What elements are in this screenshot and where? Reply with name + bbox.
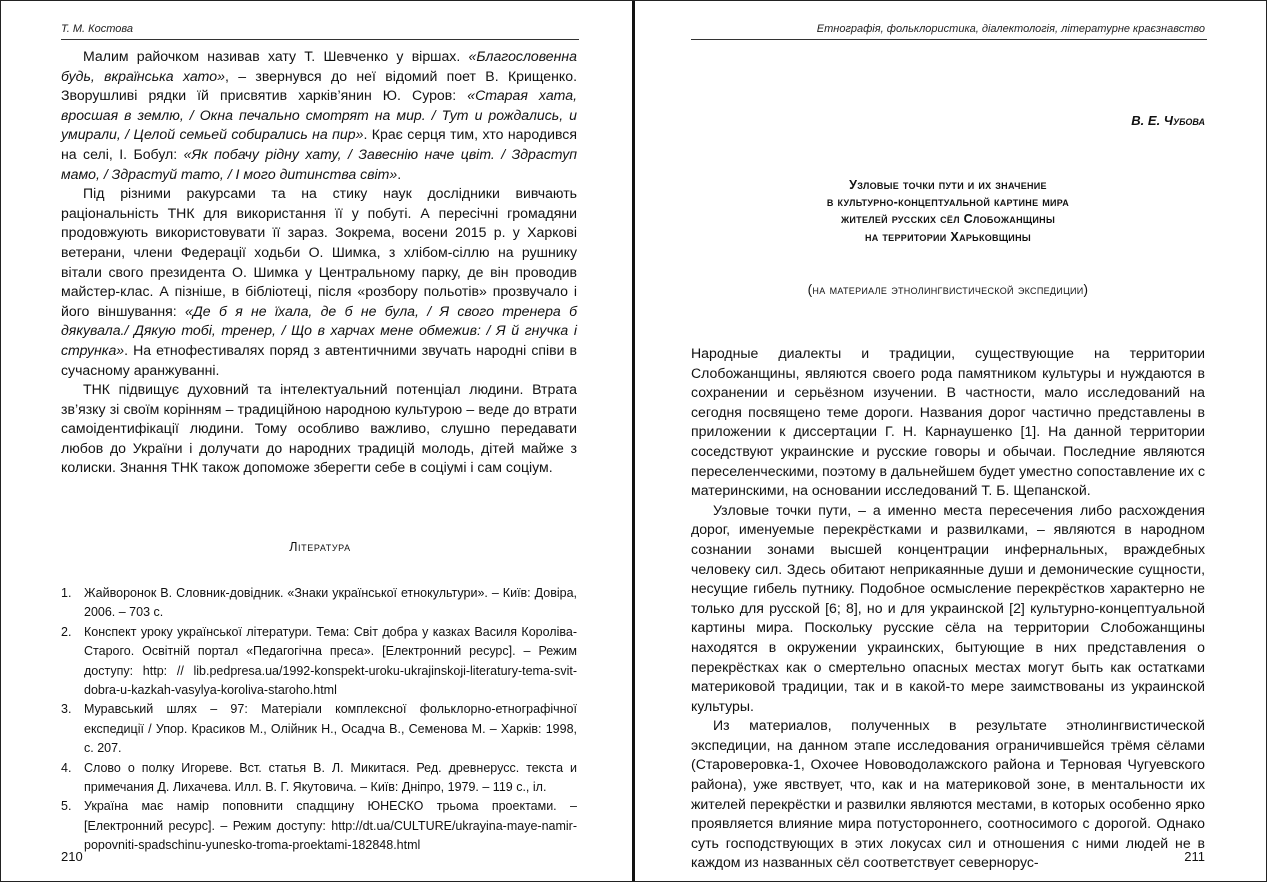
reference-item: 4. Слово о полку Игореве. Вст. статья В. Л. Микитася. Ред. древнерусс. текста и примечания Д. Лихачева. Илл. В. Г. Якутовича. – Київ: Дніпро, 1979. – 119 с., іл. [61, 760, 577, 795]
left-page [1, 1, 633, 881]
title-line: жителей русских сёл Слобожанщины [840, 212, 1056, 227]
page-number-right: 211 [1184, 849, 1205, 864]
reference-item: 5. Україна має намір поповнити спадщину ЮНЕСКО трьома проектами. – [Електронний ресурс]. – Режим доступу: http://dt.ua/CULTURE/ukrayina-maye-namir-popovniti-spadschinu-yunesko-troma-proektami-182848.html [61, 799, 577, 853]
title-line: в культурно-концептуальной картине мира [826, 195, 1070, 210]
paragraph: Из материалов, полученных в результате этнолингвистической экспедиции, на данном этапе исследования ограничившейся трёмя сёлами (Староверовка-1, Охочее Нововодолажского района и Терновая Чугуевского района), уже явствует, что, как и на материковой зоне, в ментальности их жителей перекрёстки и развилки являются местами, в которых особенно ярко проявляется влияние мира потустороннего, соотносимого с дорогой. Однако суть господствующих в этих локусах сил и отношения с ними людей не в каждом из названных сёл соответствует севернорус- [691, 717, 1205, 871]
references-list [61, 584, 577, 856]
paragraph: Узловые точки пути, – а именно места пересечения либо расхождения дорог, именуемые перекрёстками и развилками, – являются в народном сознании зонами высшей концентрации инфернальных, враждебных человеку сил. Здесь обитают неприкаянные души и демонические сущности, несущие гибель путнику. Подобное осмысление перекрёстков характерно не только для русской [6; 8], но и для украинской [2] культурно-концептуальной картины мира. Поскольку русские сёла на территории Слобожанщины находятся в окружении украинских, бытующие в них представления о перекрёстках как о смертельно опасных местах могут быть как остатками материковой традиции, так и в какой-то мере заимствованы из украинской культуры. [691, 501, 1205, 714]
right-body-text [691, 344, 1205, 873]
reference-item: 3. Муравський шлях – 97: Матеріали комплексної фольклорно-етнографічної експедиції / Упор. Красиков М., Олійник Н., Осадча В., Семенова М. – Харків: 1998, с. 207. [61, 702, 577, 756]
reference-item: 1. Жайворонок В. Словник-довідник. «Знаки української етнокультури». – Київ: Довіра, 2006. – 703 с. [61, 586, 577, 620]
paragraph: Під різними ракурсами та на стику наук дослідники вивчають раціональність ТНК для використання її у побуті. А пересічні громадяни продовжують використовувати її зараз. Зокрема, восени 2015 р. у Харкові ветерани, члени Федерації ходьби О. Шимка, з хлібом-сіллю на рушнику вітали свого президента О. Шимка у Центральному парку, де він проводив майстер-клас. А пізніше, в бібліотеці, після «розбору польотів» прозвучало і його віншування: «Де б я не їхала, де б не була, / Я свого тренера б дякувала./ Дякую тобі, тренер, / Що в харчах мене обмежив: / Я й гнучка і струнка». На етнофестивалях поряд з автентичними звучать народні співи в сучасному аранжуванні. [61, 185, 578, 378]
running-head-right: Етнографія, фольклористика, діалектологія, літературне краєзнавство [816, 23, 1205, 35]
header-rule-left [61, 39, 579, 40]
article-title [691, 177, 1205, 246]
paragraph: Малим райочком називав хату Т. Шевченко у віршах. «Благословенна будь, вкраїнська хато», – звернувся до неї відомий поет В. Крищенко. Зворушливі рядки їй присвятив харків’янин Ю. Суров: «Старая хата, вросшая в землю, / Окна печально смотрят на мир. / Тут и рождались, и умирали, / Целой семьей собирались на пир». Крає серця тим, хто народився на селі, І. Бобул: «Як побачу рідну хату, / Завеснію наче цвіт. / Здраступ мамо, / Здрастуй тато, / І могo дитинства світ». [61, 48, 578, 182]
references-heading: Література [289, 540, 351, 554]
right-page [635, 1, 1266, 881]
header-rule-right [691, 39, 1207, 40]
paragraph: ТНК підвищує духовний та інтелектуальний потенціал людини. Втрата зв’язку зі своїм корінням – традиційною народною культурою – веде до втрати самоідентифікації людини. Тому особливо важливо, слушно передавати любов до України і долучати до народних традицій молодь, дітей майже з колиски. Знання ТНК також допоможе зберегти себе в соціумі і сам соціум. [61, 381, 577, 476]
reference-item: 2. Конспект уроку української літератури. Тема: Світ добра у казках Василя Короліва-Старого. Освітній портал «Педагогічна преса». [Електронний ресурс]. – Режим доступу: http: // lib.pedpresa.ua/1992-konspekt-uroku-ukrajinskoji-literatury-tema-svit-dobra-u-kazkah-vasylya-koroliva-staroho.html [61, 624, 577, 698]
running-head-left: Т. М. Костова [61, 23, 134, 35]
title-line: Узловые точки пути и их значение [849, 178, 1047, 192]
paragraph: Народные диалекты и традиции, существующие на территории Слобожанщины, являются своего рода памятником культуры и нуждаются в сохранении и серьёзном изучении. В частности, мало исследований на сегодня посвящено теме дороги. Названия дорог частично представлены в приложении к диссертации Г. Н. Карнаушенко [1]. На данной территории соседствуют украинские и русские говоры и обычаи. Последние являются переселенческими, поэтому в дальнейшем будет уместно сопоставление их с материнскими, на основании исследований Т. Б. Щепанской. [691, 345, 1205, 499]
article-subtitle: (на материале этнолингвистической экспедиции) [807, 282, 1089, 297]
left-body-text [61, 47, 577, 478]
page-number-left: 210 [61, 849, 83, 864]
article-author: В. Е. Чубова [1131, 113, 1205, 128]
title-line: на территории Харьковщины [864, 229, 1031, 244]
